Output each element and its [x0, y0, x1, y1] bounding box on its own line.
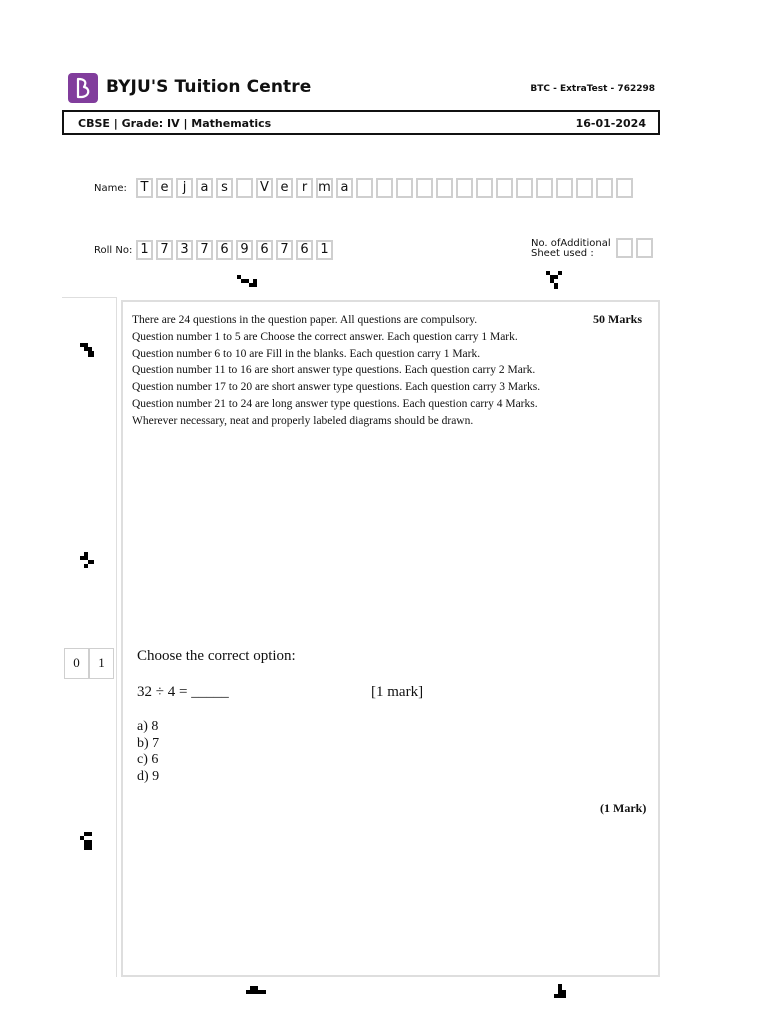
roll-digit-box[interactable]: 7	[156, 240, 173, 260]
question-prompt: Choose the correct option:	[137, 648, 296, 664]
name-char-box[interactable]	[436, 178, 453, 198]
instruction-line: There are 24 questions in the question paper. All questions are compulsory.	[132, 314, 478, 326]
additional-sheet-boxes[interactable]	[616, 238, 656, 258]
roll-digit-box[interactable]: 1	[136, 240, 153, 260]
answer-option: d) 9	[137, 768, 160, 784]
roll-digit-box[interactable]: 1	[316, 240, 333, 260]
roll-digit-box[interactable]: 7	[196, 240, 213, 260]
answer-option: a) 8	[137, 719, 159, 734]
roll-digit-box[interactable]: 9	[236, 240, 253, 260]
exam-info: CBSE | Grade: IV | Mathematics	[78, 117, 272, 130]
question-expression: 32 ÷ 4 = _____	[137, 684, 229, 700]
instructions	[132, 312, 602, 430]
answer-options	[137, 719, 159, 785]
test-code: BTC - ExtraTest - 762298	[530, 84, 655, 94]
additional-sheet-label-line1: No. ofAdditional	[531, 238, 611, 249]
name-char-box[interactable]	[456, 178, 473, 198]
name-char-box[interactable]	[576, 178, 593, 198]
name-char-box[interactable]	[376, 178, 393, 198]
additional-sheet-label	[531, 239, 611, 259]
answer-option: c) 6	[137, 752, 159, 767]
name-char-box[interactable]	[416, 178, 433, 198]
question-number-digit: 0	[64, 648, 89, 679]
roll-boxes[interactable]	[136, 240, 336, 260]
additional-sheet-label-line2: Sheet used :	[531, 248, 594, 259]
name-char-box[interactable]	[396, 178, 413, 198]
registration-marker	[80, 832, 94, 850]
exam-date: 16-01-2024	[575, 117, 646, 130]
instruction-line: Question number 21 to 24 are long answer type questions. Each question carry 4 Marks.	[132, 397, 538, 410]
instruction-line: Wherever necessary, neat and properly labeled diagrams should be drawn.	[132, 414, 474, 427]
name-char-box[interactable]: V	[256, 178, 273, 198]
roll-digit-box[interactable]: 7	[276, 240, 293, 260]
registration-marker	[554, 984, 570, 1000]
name-char-box[interactable]: e	[156, 178, 173, 198]
name-char-box[interactable]	[596, 178, 613, 198]
roll-digit-box[interactable]: 6	[256, 240, 273, 260]
total-marks: 50 Marks	[593, 312, 642, 326]
registration-marker	[80, 552, 94, 568]
divider	[62, 297, 116, 298]
name-char-box[interactable]	[516, 178, 533, 198]
name-char-box[interactable]: e	[276, 178, 293, 198]
registration-marker	[237, 275, 257, 289]
instruction-line: Question number 1 to 5 are Choose the correct answer. Each question carry 1 Mark.	[132, 330, 518, 343]
name-char-box[interactable]	[496, 178, 513, 198]
roll-digit-box[interactable]: 6	[216, 240, 233, 260]
question-mark-note: [1 mark]	[371, 684, 424, 700]
name-char-box[interactable]: j	[176, 178, 193, 198]
byjus-logo	[68, 73, 98, 103]
additional-sheet-box[interactable]	[636, 238, 653, 258]
name-char-box[interactable]: r	[296, 178, 313, 198]
registration-marker	[546, 271, 562, 289]
instruction-line: Question number 11 to 16 are short answer type questions. Each question carry 2 Mark.	[132, 364, 536, 377]
roll-digit-box[interactable]: 3	[176, 240, 193, 260]
brand-name: BYJU'S Tuition Centre	[106, 77, 312, 97]
name-char-box[interactable]: a	[336, 178, 353, 198]
question-marks: (1 Mark)	[600, 801, 647, 815]
name-char-box[interactable]: m	[316, 178, 333, 198]
instruction-line: Question number 6 to 10 are Fill in the blanks. Each question carry 1 Mark.	[132, 347, 481, 360]
roll-digit-box[interactable]: 6	[296, 240, 313, 260]
question-number-digit: 1	[89, 648, 114, 679]
instruction-line: Question number 17 to 20 are short answer type questions. Each question carry 3 Marks.	[132, 381, 541, 394]
additional-sheet-box[interactable]	[616, 238, 633, 258]
margin-line	[116, 297, 117, 977]
name-label: Name:	[94, 183, 127, 194]
name-char-box[interactable]	[236, 178, 253, 198]
answer-option: b) 7	[137, 735, 160, 751]
name-char-box[interactable]: a	[196, 178, 213, 198]
exam-info-bar	[62, 110, 660, 135]
name-char-box[interactable]	[616, 178, 633, 198]
question-number	[64, 648, 114, 679]
name-char-box[interactable]	[556, 178, 573, 198]
registration-marker	[80, 343, 94, 357]
name-char-box[interactable]	[536, 178, 553, 198]
roll-label: Roll No:	[94, 245, 133, 256]
name-char-box[interactable]	[356, 178, 373, 198]
name-char-box[interactable]	[476, 178, 493, 198]
name-char-box[interactable]: s	[216, 178, 233, 198]
name-char-box[interactable]: T	[136, 178, 153, 198]
name-boxes[interactable]	[136, 178, 636, 198]
registration-marker	[246, 986, 266, 996]
